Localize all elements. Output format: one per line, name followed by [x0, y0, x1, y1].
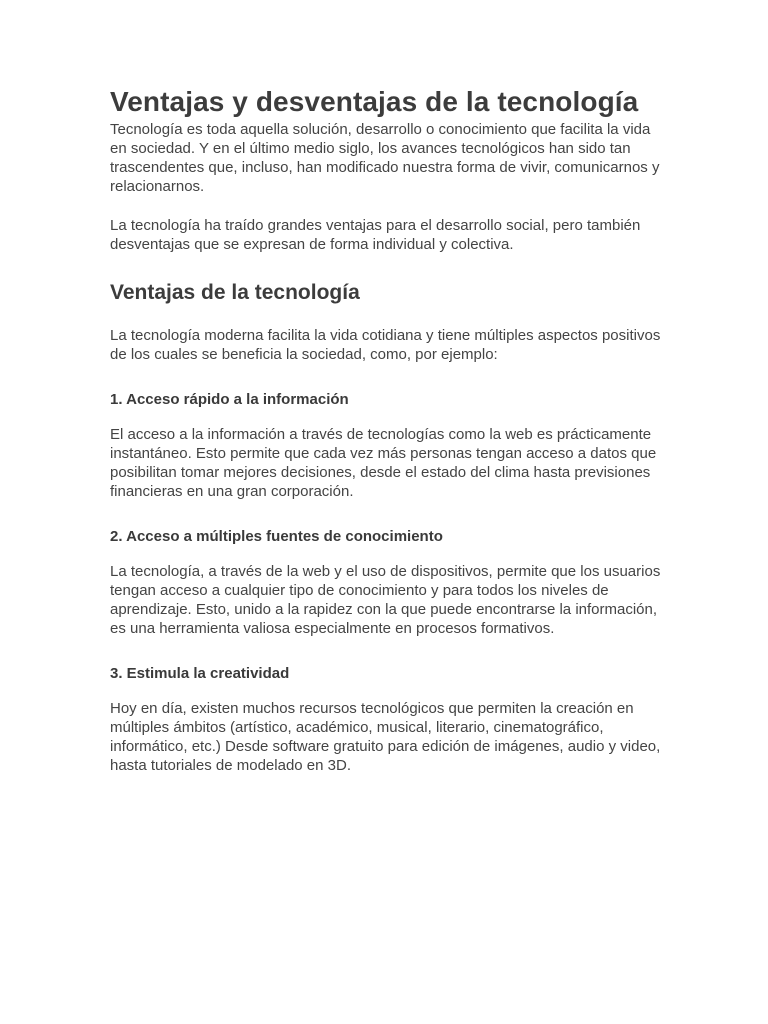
- item-heading-1: 1. Acceso rápido a la información: [110, 391, 349, 408]
- page-title: Ventajas y desventajas de la tecnología: [110, 86, 639, 117]
- section-intro-paragraph: La tecnología moderna facilita la vida cotidiana y tiene múltiples aspectos positivos de los cuales se beneficia la sociedad, como, por ejemplo:: [110, 327, 661, 363]
- item-body-1: El acceso a la información a través de tecnologías como la web es prácticamente instantáneo. Esto permite que cada vez más personas tengan acceso a datos que posibilitan tomar mejores decisiones, desde el estado del clima hasta previsiones financieras en una gran corporación.: [110, 426, 657, 500]
- item-heading-3: 3. Estimula la creatividad: [110, 665, 290, 682]
- item-body-2: La tecnología, a través de la web y el uso de dispositivos, permite que los usuarios tengan acceso a cualquier tipo de conocimiento y para todos los niveles de aprendizaje. Esto, unido a la rapidez con la que puede encontrarse la información, es una herramienta valiosa especialmente en procesos formativos.: [110, 563, 661, 637]
- item-body-3: Hoy en día, existen muchos recursos tecnológicos que permiten la creación en múltiples ámbitos (artístico, académico, musical, literario, cinematográfico, informático, etc.) Desde software gratuito para edición de imágenes, audio y video, hasta tutoriales de modelado en 3D.: [110, 700, 661, 774]
- intro-paragraph-1: Tecnología es toda aquella solución, desarrollo o conocimiento que facilita la vida en sociedad. Y en el último medio siglo, los avances tecnológicos han sido tan trascendentes que, incluso, han modificado nuestra forma de vivir, comunicarnos y relacionarnos.: [110, 121, 660, 195]
- section-heading-ventajas: Ventajas de la tecnología: [110, 281, 360, 304]
- intro-paragraph-2: La tecnología ha traído grandes ventajas para el desarrollo social, pero también desventajas que se expresan de forma individual y colectiva.: [110, 217, 641, 253]
- item-heading-2: 2. Acceso a múltiples fuentes de conocimiento: [110, 528, 443, 545]
- document-page: [110, 85, 670, 775]
